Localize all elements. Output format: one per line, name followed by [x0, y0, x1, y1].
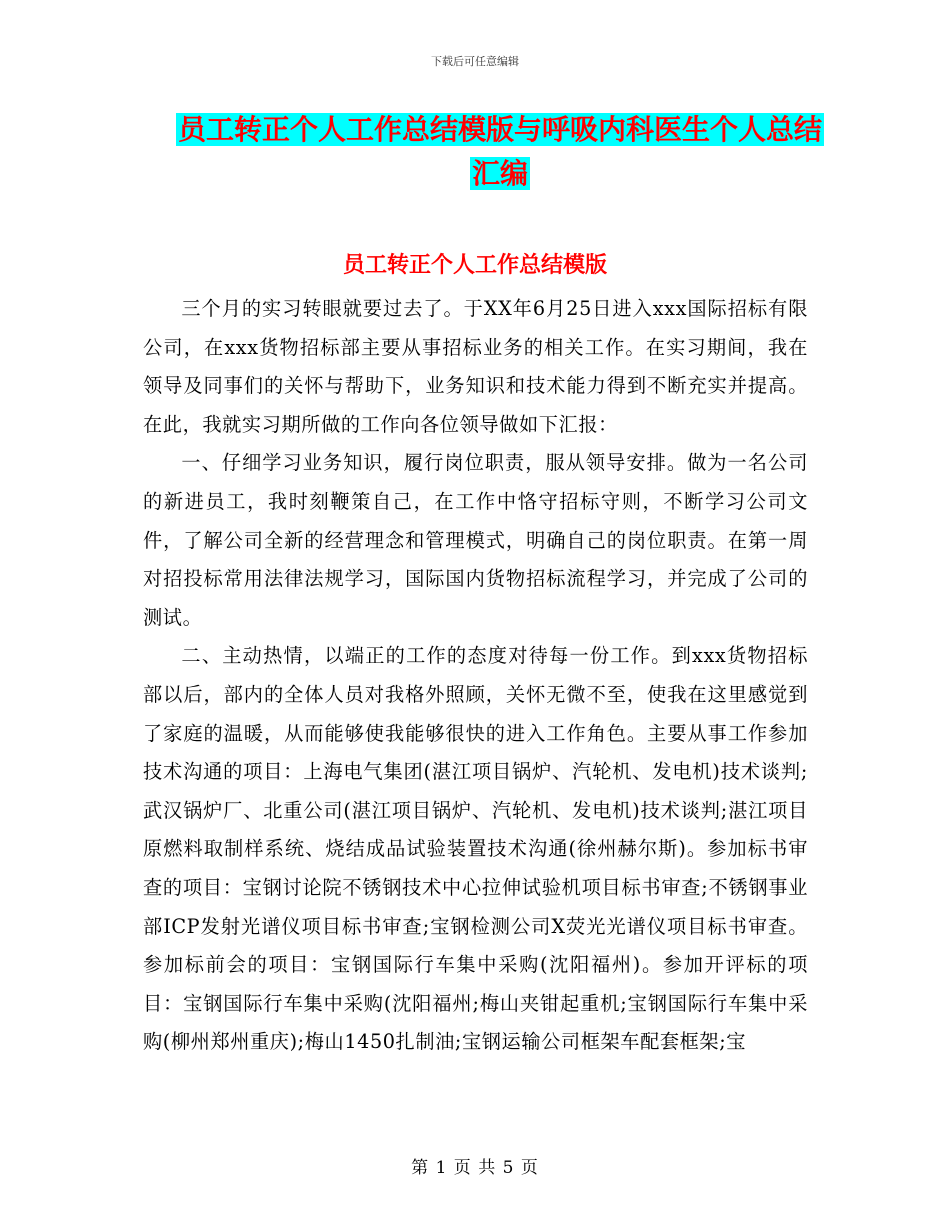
section-title: 员工转正个人工作总结模版: [342, 253, 607, 278]
document-title-line-2: 汇编: [471, 157, 528, 190]
paragraph-1: 三个月的实习转眼就要过去了。于XX年6月25日进入xxx国际招标有限公司，在xxx货物招标部主要从事招标业务的相关工作。在实习期间，我在领导及同事们的关怀与帮助下，业务知识和技术能力得到不断充实并提高。在此，我就实习期所做的工作向各位领导做如下汇报：: [143, 297, 808, 436]
header-note: 下载后可任意编辑: [431, 55, 519, 68]
page-footer: 第 1 页 共 5 页: [411, 1158, 539, 1178]
paragraph-3: 二、主动热情，以端正的工作的态度对待每一份工作。到xxx货物招标部以后，部内的全体人员对我格外照顾，关怀无微不至，使我在这里感觉到了家庭的温暖，从而能够使我能够很快的进入工作角色。主要从事工作参加技术沟通的项目：上海电气集团(湛江项目锅炉、汽轮机、发电机)技术谈判;武汉锅炉厂、北重公司(湛江项目锅炉、汽轮机、发电机)技术谈判;湛江项目原燃料取制样系统、烧结成品试验装置技术沟通(徐州赫尔斯)。参加标书审查的项目：宝钢讨论院不锈钢技术中心拉伸试验机项目标书审查;不锈钢事业部ICP发射光谱仪项目标书审查;宝钢检测公司X荧光光谱仪项目标书审查。参加标前会的项目：宝钢国际行车集中采购(沈阳福州)。参加开评标的项目：宝钢国际行车集中采购(沈阳福州;梅山夹钳起重机;宝钢国际行车集中采购(柳州郑州重庆);梅山1450扎制油;宝钢运输公司框架车配套框架;宝: [143, 644, 808, 1054]
document-title: [140, 108, 860, 196]
document-title-line-1: 员工转正个人工作总结模版与呼吸内科医生个人总结: [177, 113, 822, 146]
paragraph-2: 一、仔细学习业务知识，履行岗位职责，服从领导安排。做为一名公司的新进员工，我时刻鞭策自己，在工作中恪守招标守则，不断学习公司文件，了解公司全新的经营理念和管理模式，明确自己的岗位职责。在第一周对招投标常用法律法规学习，国际国内货物招标流程学习，并完成了公司的测试。: [143, 451, 808, 629]
body-text: [143, 290, 808, 1062]
